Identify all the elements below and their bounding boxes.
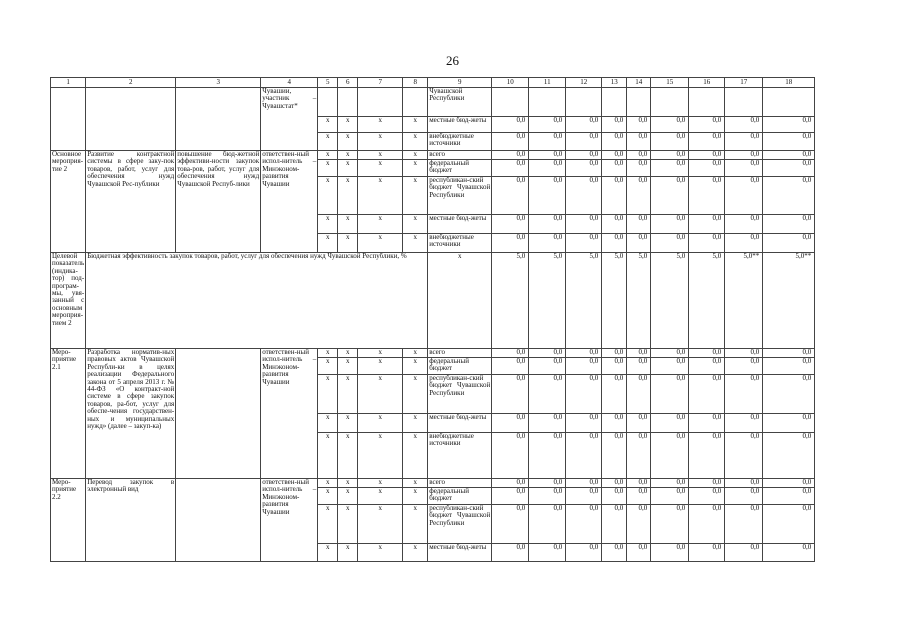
- value-cell: 0,0: [689, 544, 725, 562]
- value-cell: 0,0: [529, 433, 566, 479]
- column-header: 12: [566, 78, 602, 88]
- mark-cell: x: [358, 414, 403, 433]
- value-cell: 0,0: [725, 117, 763, 133]
- value-cell: 0,0: [651, 414, 689, 433]
- mark-cell: x: [358, 488, 403, 505]
- value-cell: 0,0: [725, 349, 763, 358]
- value-cell: 0,0: [566, 349, 602, 358]
- value-cell: 0,0: [566, 544, 602, 562]
- value-cell: 0,0: [566, 160, 602, 177]
- value-cell: 0,0: [566, 133, 602, 151]
- value-cell: 0,0: [651, 358, 689, 375]
- value-cell: 0,0: [602, 151, 627, 160]
- value-cell: 0,0: [763, 479, 815, 488]
- value-cell: 0,0: [529, 215, 566, 234]
- value-cell: 0,0: [725, 488, 763, 505]
- value-cell: 0,0: [529, 414, 566, 433]
- value-cell: 0,0: [566, 479, 602, 488]
- funding-source: всего: [428, 479, 492, 488]
- value-cell: 0,0: [651, 215, 689, 234]
- value-cell: 0,0: [651, 151, 689, 160]
- mark-cell: x: [338, 433, 358, 479]
- empty-cell: [492, 88, 529, 117]
- mark-cell: x: [318, 177, 338, 215]
- value-cell: 0,0: [492, 505, 529, 544]
- mark-cell: x: [318, 215, 338, 234]
- mark-cell: x: [403, 133, 428, 151]
- empty-cell: [602, 88, 627, 117]
- column-header: 15: [651, 78, 689, 88]
- mark-cell: x: [403, 177, 428, 215]
- value-cell: 0,0: [689, 234, 725, 253]
- table-row: [51, 479, 815, 488]
- value-cell: 0,0: [492, 479, 529, 488]
- mark-cell: x: [318, 133, 338, 151]
- mark-cell: x: [403, 349, 428, 358]
- value-cell: 0,0: [602, 479, 627, 488]
- value-cell: 0,0: [725, 505, 763, 544]
- value-cell: 0,0: [529, 544, 566, 562]
- measure-goal: [176, 479, 261, 562]
- value-cell: 0,0: [602, 544, 627, 562]
- value-cell: 5,0**: [763, 253, 815, 349]
- value-cell: 0,0: [492, 133, 529, 151]
- cont-name-cell: [86, 88, 176, 151]
- value-cell: 0,0: [492, 414, 529, 433]
- mark-cell: x: [318, 488, 338, 505]
- value-cell: 0,0: [725, 479, 763, 488]
- mark-cell: x: [358, 479, 403, 488]
- empty-cell: [566, 88, 602, 117]
- empty-cell: [338, 88, 358, 117]
- mark-cell: x: [318, 544, 338, 562]
- mark-cell: x: [358, 151, 403, 160]
- value-cell: 0,0: [651, 160, 689, 177]
- mark-cell: x: [338, 215, 358, 234]
- value-cell: 0,0: [651, 375, 689, 414]
- mark-cell: x: [338, 488, 358, 505]
- mark-cell: x: [403, 234, 428, 253]
- mark-cell: x: [358, 117, 403, 133]
- funding-source: местные бюд-жеты: [428, 215, 492, 234]
- empty-cell: [689, 88, 725, 117]
- value-cell: 0,0: [689, 358, 725, 375]
- measure-title: Основное мероприя-тие 2: [51, 151, 86, 253]
- value-cell: 0,0: [602, 358, 627, 375]
- funding-source: местные бюд-жеты: [428, 117, 492, 133]
- mark-cell: x: [318, 349, 338, 358]
- mark-cell: x: [403, 488, 428, 505]
- value-cell: 0,0: [566, 488, 602, 505]
- value-cell: 0,0: [651, 177, 689, 215]
- value-cell: 0,0: [602, 505, 627, 544]
- mark-cell: x: [358, 544, 403, 562]
- mark-cell: x: [338, 479, 358, 488]
- column-header: 5: [318, 78, 338, 88]
- mark-cell: x: [318, 160, 338, 177]
- cont-title-cell: [51, 88, 86, 151]
- funding-source: республикан-ский бюджет Чувашской Республики: [428, 375, 492, 414]
- column-header: 13: [602, 78, 627, 88]
- column-header: 4: [261, 78, 318, 88]
- value-cell: 0,0: [651, 133, 689, 151]
- value-cell: 0,0: [492, 117, 529, 133]
- mark-cell: x: [358, 133, 403, 151]
- value-cell: 0,0: [627, 358, 651, 375]
- value-cell: 0,0: [763, 505, 815, 544]
- value-cell: 0,0: [763, 151, 815, 160]
- funding-source: местные бюд-жеты: [428, 544, 492, 562]
- funding-source: федеральный бюджет: [428, 160, 492, 177]
- value-cell: 0,0: [689, 133, 725, 151]
- value-cell: 0,0: [529, 505, 566, 544]
- value-cell: 0,0: [529, 177, 566, 215]
- value-cell: 0,0: [689, 375, 725, 414]
- value-cell: 0,0: [763, 215, 815, 234]
- mark-cell: x: [403, 160, 428, 177]
- value-cell: 0,0: [566, 234, 602, 253]
- mark-cell: x: [403, 433, 428, 479]
- value-cell: 0,0: [566, 117, 602, 133]
- measure-name: Перевод закупок в электронный вид: [86, 479, 176, 562]
- mark-cell: x: [338, 160, 358, 177]
- column-header: 18: [763, 78, 815, 88]
- mark-cell: x: [403, 358, 428, 375]
- funding-source: внебюджетные источники: [428, 234, 492, 253]
- column-header: 11: [529, 78, 566, 88]
- column-header: 1: [51, 78, 86, 88]
- value-cell: 0,0: [492, 215, 529, 234]
- value-cell: 0,0: [602, 375, 627, 414]
- value-cell: 0,0: [529, 151, 566, 160]
- value-cell: 0,0: [627, 544, 651, 562]
- column-header: 7: [358, 78, 403, 88]
- value-cell: 0,0: [651, 505, 689, 544]
- value-cell: 0,0: [566, 358, 602, 375]
- mark-cell: x: [358, 505, 403, 544]
- value-cell: 0,0: [763, 133, 815, 151]
- column-header: 8: [403, 78, 428, 88]
- value-cell: 0,0: [689, 117, 725, 133]
- funding-source: местные бюд-жеты: [428, 414, 492, 433]
- value-cell: 0,0: [627, 160, 651, 177]
- measure-title: Меро-приятие 2.1: [51, 349, 86, 479]
- value-cell: 0,0: [763, 349, 815, 358]
- mark-cell: x: [318, 433, 338, 479]
- program-table: [50, 77, 815, 562]
- column-header: 10: [492, 78, 529, 88]
- mark-cell: x: [338, 117, 358, 133]
- table-row: [51, 88, 815, 117]
- cont-executor: Чувашии, участник – Чувашстат*: [261, 88, 318, 151]
- value-cell: 0,0: [651, 349, 689, 358]
- funding-source: республикан-ский бюджет Чувашской Республики: [428, 505, 492, 544]
- value-cell: 0,0: [627, 505, 651, 544]
- value-cell: 0,0: [602, 177, 627, 215]
- mark-cell: x: [318, 117, 338, 133]
- value-cell: 0,0: [492, 177, 529, 215]
- value-cell: 0,0: [689, 433, 725, 479]
- value-cell: 0,0: [602, 133, 627, 151]
- mark-cell: x: [338, 505, 358, 544]
- value-cell: 0,0: [651, 234, 689, 253]
- value-cell: 0,0: [627, 151, 651, 160]
- mark-cell: x: [338, 177, 358, 215]
- value-cell: 0,0: [763, 160, 815, 177]
- value-cell: 0,0: [651, 479, 689, 488]
- value-cell: 0,0: [602, 414, 627, 433]
- value-cell: 0,0: [492, 160, 529, 177]
- value-cell: 0,0: [725, 433, 763, 479]
- funding-source: республикан-ский бюджет Чувашской Республики: [428, 177, 492, 215]
- empty-cell: [627, 88, 651, 117]
- value-cell: 0,0: [627, 375, 651, 414]
- value-cell: 5,0: [689, 253, 725, 349]
- value-cell: 0,0: [725, 375, 763, 414]
- column-header: 2: [86, 78, 176, 88]
- mark-cell: x: [403, 479, 428, 488]
- value-cell: 0,0: [627, 349, 651, 358]
- value-cell: 0,0: [627, 414, 651, 433]
- value-cell: 0,0: [627, 234, 651, 253]
- mark-cell: x: [403, 414, 428, 433]
- mark-cell: x: [338, 414, 358, 433]
- value-cell: 0,0: [725, 133, 763, 151]
- indicator-name: Бюджетная эффективность закупок товаров, работ, услуг для обеспечения нужд Чувашской Республики, %: [86, 253, 428, 349]
- mark-cell: x: [403, 215, 428, 234]
- value-cell: 0,0: [529, 117, 566, 133]
- value-cell: 0,0: [763, 234, 815, 253]
- value-cell: 0,0: [602, 488, 627, 505]
- value-cell: 5,0: [651, 253, 689, 349]
- value-cell: 0,0: [602, 234, 627, 253]
- mark-cell: x: [318, 358, 338, 375]
- value-cell: 0,0: [651, 117, 689, 133]
- value-cell: 0,0: [602, 160, 627, 177]
- value-cell: 0,0: [725, 151, 763, 160]
- empty-cell: [403, 88, 428, 117]
- value-cell: 0,0: [492, 433, 529, 479]
- value-cell: 0,0: [651, 433, 689, 479]
- column-header: 3: [176, 78, 261, 88]
- mark-cell: x: [403, 505, 428, 544]
- mark-cell: x: [318, 414, 338, 433]
- column-header: 9: [428, 78, 492, 88]
- mark-cell: x: [358, 234, 403, 253]
- value-cell: 5,0: [492, 253, 529, 349]
- mark-cell: x: [358, 358, 403, 375]
- value-cell: 0,0: [492, 375, 529, 414]
- value-cell: 0,0: [689, 414, 725, 433]
- indicator-mark: x: [428, 253, 492, 349]
- funding-source: федеральный бюджет: [428, 488, 492, 505]
- measure-name: Разработка норматив-ных правовых актов Чувашской Республи-ки в целях реализации Федерального закона от 5 апреля 2013 г. № 44-ФЗ «О контракт-ной системе в сфере закупок товаров, ра-бот, услуг для обеспе-чения государствен-ных и муниципальных нужд» (далее – закуп-ка): [86, 349, 176, 479]
- value-cell: 0,0: [566, 433, 602, 479]
- value-cell: 0,0: [492, 234, 529, 253]
- value-cell: 0,0: [763, 488, 815, 505]
- indicator-title: Целевой показатель (индика-тор) под-програм-мы, увя-занный с основным мероприя-тием 2: [51, 253, 86, 349]
- value-cell: 0,0: [689, 479, 725, 488]
- mark-cell: x: [358, 160, 403, 177]
- value-cell: 5,0: [529, 253, 566, 349]
- table-row: [51, 151, 815, 160]
- value-cell: 0,0: [689, 349, 725, 358]
- mark-cell: x: [358, 433, 403, 479]
- value-cell: 0,0: [627, 117, 651, 133]
- mark-cell: x: [403, 117, 428, 133]
- value-cell: 0,0: [689, 215, 725, 234]
- value-cell: 5,0: [566, 253, 602, 349]
- value-cell: 0,0: [529, 234, 566, 253]
- mark-cell: x: [403, 544, 428, 562]
- mark-cell: x: [318, 151, 338, 160]
- value-cell: 0,0: [602, 433, 627, 479]
- value-cell: 0,0: [627, 177, 651, 215]
- table-row: [51, 349, 815, 358]
- value-cell: 0,0: [763, 433, 815, 479]
- column-header-row: [51, 78, 815, 88]
- value-cell: 0,0: [763, 177, 815, 215]
- value-cell: 5,0: [627, 253, 651, 349]
- mark-cell: x: [338, 234, 358, 253]
- column-header: 16: [689, 78, 725, 88]
- value-cell: 0,0: [529, 375, 566, 414]
- measure-executor: ответствен-ный испол-нитель – Минэконом-развития Чувашии: [261, 479, 318, 562]
- value-cell: 0,0: [689, 488, 725, 505]
- value-cell: 0,0: [763, 375, 815, 414]
- value-cell: 0,0: [566, 177, 602, 215]
- value-cell: 0,0: [689, 177, 725, 215]
- mark-cell: x: [358, 349, 403, 358]
- mark-cell: x: [403, 375, 428, 414]
- mark-cell: x: [318, 234, 338, 253]
- measure-goal: повышение бюд-жетной эффективи-ности закупок това-ров, работ, услуг для обеспечения нужд Чувашской Респуб-лики: [176, 151, 261, 253]
- mark-cell: x: [338, 358, 358, 375]
- empty-cell: [318, 88, 338, 117]
- value-cell: 0,0: [763, 414, 815, 433]
- value-cell: 0,0: [627, 133, 651, 151]
- value-cell: 0,0: [689, 160, 725, 177]
- value-cell: 0,0: [725, 414, 763, 433]
- mark-cell: x: [338, 544, 358, 562]
- column-header: 17: [725, 78, 763, 88]
- funding-source: внебюджетные источники: [428, 433, 492, 479]
- value-cell: 0,0: [566, 505, 602, 544]
- value-cell: 5,0: [602, 253, 627, 349]
- empty-cell: [725, 88, 763, 117]
- value-cell: 0,0: [529, 488, 566, 505]
- funding-source: Чувашской Республики: [428, 88, 492, 117]
- mark-cell: x: [338, 349, 358, 358]
- empty-cell: [529, 88, 566, 117]
- value-cell: 0,0: [763, 117, 815, 133]
- indicator-row: [51, 253, 815, 349]
- value-cell: 0,0: [602, 117, 627, 133]
- mark-cell: x: [358, 375, 403, 414]
- value-cell: 0,0: [492, 488, 529, 505]
- funding-source: всего: [428, 151, 492, 160]
- value-cell: 0,0: [725, 358, 763, 375]
- value-cell: 0,0: [566, 151, 602, 160]
- mark-cell: x: [338, 375, 358, 414]
- value-cell: 0,0: [627, 215, 651, 234]
- value-cell: 0,0: [689, 151, 725, 160]
- value-cell: 0,0: [725, 544, 763, 562]
- value-cell: 0,0: [627, 488, 651, 505]
- funding-source: внебюджетные источники: [428, 133, 492, 151]
- value-cell: 0,0: [602, 215, 627, 234]
- mark-cell: x: [318, 479, 338, 488]
- value-cell: 0,0: [529, 479, 566, 488]
- value-cell: 0,0: [725, 215, 763, 234]
- measure-executor: ответствен-ный испол-нитель – Минэконом-развития Чувашии: [261, 151, 318, 253]
- measure-goal: [176, 349, 261, 479]
- value-cell: 0,0: [725, 177, 763, 215]
- mark-cell: x: [358, 215, 403, 234]
- value-cell: 0,0: [602, 349, 627, 358]
- mark-cell: x: [318, 375, 338, 414]
- value-cell: 0,0: [725, 234, 763, 253]
- mark-cell: x: [358, 177, 403, 215]
- mark-cell: x: [338, 133, 358, 151]
- value-cell: 0,0: [529, 133, 566, 151]
- funding-source: федеральный бюджет: [428, 358, 492, 375]
- cont-goal-cell: [176, 88, 261, 151]
- funding-source: всего: [428, 349, 492, 358]
- value-cell: 0,0: [566, 375, 602, 414]
- value-cell: 5,0**: [725, 253, 763, 349]
- measure-name: Развитие контрактной системы в сфере заку-пок товаров, работ, услуг для обеспечения нужд Чувашской Рес-публики: [86, 151, 176, 253]
- value-cell: 0,0: [627, 479, 651, 488]
- value-cell: 0,0: [763, 544, 815, 562]
- value-cell: 0,0: [492, 151, 529, 160]
- value-cell: 0,0: [651, 544, 689, 562]
- value-cell: 0,0: [725, 160, 763, 177]
- column-header: 14: [627, 78, 651, 88]
- empty-cell: [651, 88, 689, 117]
- measure-executor: ответствен-ный испол-нитель – Минэконом-развития Чувашии: [261, 349, 318, 479]
- value-cell: 0,0: [763, 358, 815, 375]
- value-cell: 0,0: [627, 433, 651, 479]
- value-cell: 0,0: [529, 349, 566, 358]
- value-cell: 0,0: [492, 544, 529, 562]
- empty-cell: [763, 88, 815, 117]
- value-cell: 0,0: [529, 160, 566, 177]
- column-header: 6: [338, 78, 358, 88]
- value-cell: 0,0: [651, 488, 689, 505]
- value-cell: 0,0: [529, 358, 566, 375]
- value-cell: 0,0: [492, 358, 529, 375]
- value-cell: 0,0: [566, 215, 602, 234]
- value-cell: 0,0: [566, 414, 602, 433]
- mark-cell: x: [318, 505, 338, 544]
- mark-cell: x: [338, 151, 358, 160]
- page-number: 26: [446, 53, 459, 68]
- mark-cell: x: [403, 151, 428, 160]
- value-cell: 0,0: [492, 349, 529, 358]
- measure-title: Меро-приятие 2.2: [51, 479, 86, 562]
- empty-cell: [358, 88, 403, 117]
- value-cell: 0,0: [689, 505, 725, 544]
